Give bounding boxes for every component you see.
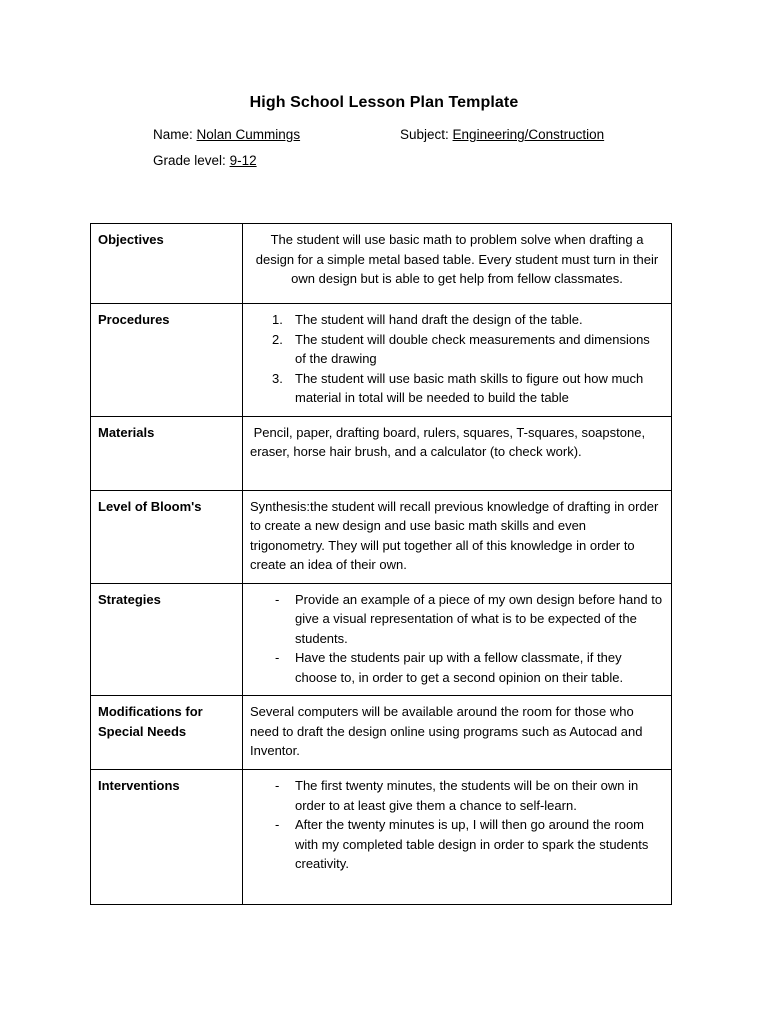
table-row xyxy=(91,696,672,770)
row-label-procedures: Procedures xyxy=(91,304,243,417)
table-row xyxy=(91,583,672,696)
row-label-materials: Materials xyxy=(91,416,243,490)
interventions-list xyxy=(250,776,664,874)
list-item xyxy=(250,590,664,649)
list-item xyxy=(250,776,664,815)
name-label: Name: xyxy=(153,127,193,142)
row-label-strategies: Strategies xyxy=(91,583,243,696)
objectives-text: The student will use basic math to problem solve when drafting a design for a simple metal based table. Every student must turn in their own design but is able to get help from fellow classmates. xyxy=(243,224,672,304)
list-marker: - xyxy=(275,817,280,832)
blooms-text: Synthesis:the student will recall previous knowledge of drafting in order to create a new design and use basic math skills and even trigonometry. They will put together all of this knowledge in order to create an idea of their own. xyxy=(243,490,672,583)
subject-field xyxy=(400,127,604,142)
table-row xyxy=(91,416,672,490)
list-marker: 3. xyxy=(272,370,283,386)
row-label-objectives: Objectives xyxy=(91,224,243,304)
list-item-text: The first twenty minutes, the students will be on their own in order to at least give them a chance to self-learn. xyxy=(295,778,639,813)
list-item-text: Have the students pair up with a fellow classmate, if they choose to, in order to get a second opinion on their table. xyxy=(295,650,624,685)
name-field xyxy=(153,127,300,142)
list-item-text: The student will use basic math skills to figure out how much material in total will be needed to build the table xyxy=(295,370,644,405)
list-item-text: Provide an example of a piece of my own design before hand to give a visual representation of what is to be expected of the students. xyxy=(295,591,663,646)
row-label-interventions: Interventions xyxy=(91,770,243,905)
procedures-list xyxy=(250,310,664,408)
row-label-blooms: Level of Bloom's xyxy=(91,490,243,583)
grade-field xyxy=(153,153,257,168)
table-row xyxy=(91,304,672,417)
table-row xyxy=(91,490,672,583)
modifications-text: Several computers will be available around the room for those who need to draft the design online using programs such as Autocad and Inventor. xyxy=(243,696,672,770)
grade-label: Grade level: xyxy=(153,153,226,168)
lesson-plan-table xyxy=(90,223,672,905)
row-label-modifications: Modifications for Special Needs xyxy=(91,696,243,770)
list-marker: - xyxy=(275,650,280,665)
page-title: High School Lesson Plan Template xyxy=(249,94,519,111)
list-item xyxy=(250,310,664,330)
table-row xyxy=(91,224,672,304)
list-item xyxy=(250,330,664,369)
grade-value: 9-12 xyxy=(229,153,257,168)
strategies-cell xyxy=(243,583,672,696)
table-row xyxy=(91,770,672,905)
subject-value: Engineering/Construction xyxy=(452,127,605,142)
strategies-list xyxy=(250,590,664,688)
name-value: Nolan Cummings xyxy=(196,127,301,142)
procedures-cell xyxy=(243,304,672,417)
list-marker: - xyxy=(275,591,280,607)
list-marker: 1. xyxy=(272,312,283,327)
list-marker: 2. xyxy=(272,331,283,347)
subject-label: Subject: xyxy=(400,127,449,142)
list-item-text: The student will double check measurements and dimensions of the drawing xyxy=(295,331,650,366)
list-item-text: The student will hand draft the design of the table. xyxy=(295,312,583,327)
list-marker: - xyxy=(275,778,280,793)
interventions-cell xyxy=(243,770,672,905)
list-item xyxy=(250,369,664,408)
list-item-text: After the twenty minutes is up, I will then go around the room with my completed table design in order to spark the students creativity. xyxy=(295,817,649,871)
materials-text: Pencil, paper, drafting board, rulers, squares, T-squares, soapstone, eraser, horse hair brush, and a calculator (to check work). xyxy=(243,416,672,490)
list-item xyxy=(250,648,664,687)
list-item xyxy=(250,815,664,874)
